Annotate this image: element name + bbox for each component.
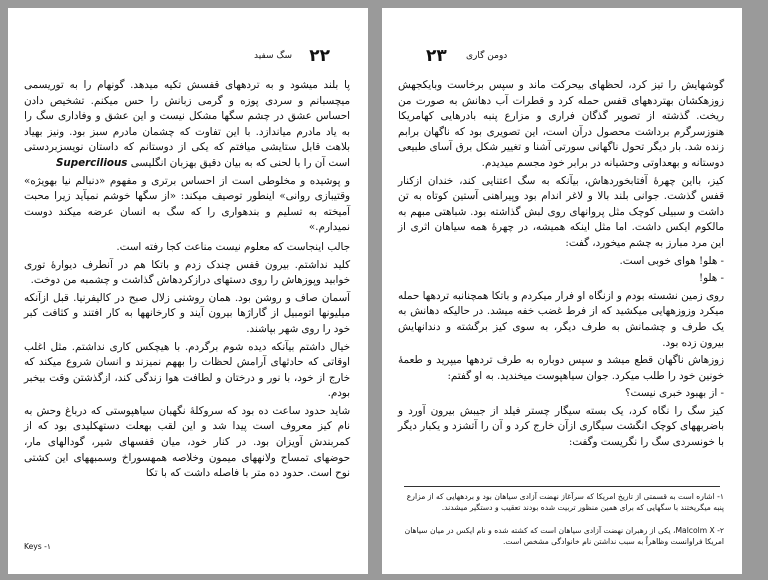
right-footnote-1: ۱- اشاره است به قسمتی از تاریخ امریکا که سرآغاز نهضت آزادی سیاهان بود و بردههایی که از مزارع پنبه میگریختند با سگهایی که برای همین منظور تربیت شده بودند تعقیب و دستگیر میشدند. [406, 492, 724, 512]
left-page-header [22, 46, 354, 68]
left-paragraph-2: و پوشیده و مخلوطی است از احساس برتری و مفهوم «دنبالم نیا بهویژه» وقتیبازی روانی» اینطور توصیف میکند: «از سگها خوشم نمیآید زیرا محبت آمیخته به تسلیم و بندهواری را که سگ به انسان عرضه میکند دوست نمیدارم.» [24, 174, 350, 234]
left-paragraph-3: جالب اینجاست که معلوم نیست مناعت کجا رفته است. [116, 240, 350, 253]
left-paragraph-5: آسمان صاف و روشن بود. همان روشنی زلال صبح در کالیفرنیا. قبل ازآنکه میلیونها اتومبیل از گاراژها بیرون آیند و کارخانهها به کار افتند و کثافت کبر خود را روی شهر بپاشند. [24, 291, 350, 335]
left-running-title: سگ سفید [254, 51, 292, 61]
left-paragraph-4: کلید نداشتم. بیرون قفس چندک زدم و باتکا هم در آنطرف دیوارهٔ توری خوابید وپوزهاش را روی دستهای درازکردهاش گذاشت و چشمبه من دوخت. [24, 258, 350, 287]
latin-word: Supercilious [56, 156, 128, 169]
right-paragraph-1: گوشهایش را تیز کرد، لحظهای بیحرکت ماند و سپس برخاست وبایکجهش زوزهکشان بهتردههای قفس حمله کرد و قطرات آب دهانش به صورت من ریخت. گذشته از تصویر گذگان فراری و مزارع پنبه بادرهایی کهامریکا هنوزسرگرم برداشت محصول درآن است، این تصویری بود که ناگهان برابم زنده شد. بار دیگر تحول ناگهانی سورتی آشنا و تغییر شکل برق آسای طبیعی دوستانه و بهعداوتی وحشیانه در برابر خود مجسم میدیدم. [398, 79, 724, 169]
right-page [382, 8, 742, 574]
footnote-divider [404, 486, 720, 487]
left-page-body [24, 78, 350, 484]
right-footnote-2: ۲- Malcolm X، یکی از رهبران نهضت آزادی سیاهان است که کشته شده و نام ایکس در میان سیاهان امریکا فراوانست وظاهراً به سبب نداشتن نام خانوادگی مشخص است. [404, 526, 724, 546]
left-footnote: Keys -۱ [24, 541, 51, 551]
right-running-title: دومن گاری [466, 51, 508, 61]
left-page-number: ۲۲ [309, 46, 330, 66]
left-paragraph-1: پا بلند میشود و به تردههای قفسش تکیه میدهد. گونهام را به توریسمی میچسبانم و سردی پوزه و گرمی زبانش را حس میکنم. تشخیص دادن احساس عشق در چشم سگها مشکل نیست و این عشق و وفاداری سگ را به یاد مادرم میاندازد. با این تفاوت که چشمان مادرم سبز بود. ونیز بهیاد بلاهت قابل ستایشی میافتم که یکی از دوستانم که داستان نویسزبردستی است آن را با لحنی که به بیان دقیق بهزبان انگلیسی Supercilious [24, 79, 350, 169]
right-page-number: ۲۳ [426, 46, 447, 66]
right-paragraph-5: روی زمین نشسته بودم و ازنگاه او فرار میکردم و باتکا همچنانبه تردهها حمله میکرد وزوزههایی میکشید که از فرط غضب خفه میشد. در حالیکه دهانش به یک طرف و چشمانش به طرف دیگر، به سوی کیز برگشته و دندانهایش بیرون زده بود. [398, 289, 724, 349]
right-paragraph-7: - از بهبود خبری نیست؟ [625, 387, 724, 400]
right-paragraph-2: کیز، بااین چهرهٔ آفتابخوردهاش، بیآنکه به سگ اعتنایی کند، خندان ازکنار قفس گذشت. جوانی بلند بالا و لاغر اندام بود وپیراهنی آستین کوتاه به تن داشت و سبیلی کوچک مثل پروانهای روی لبش گذاشته بود. شباهتی مبهم به مالکوم ایکس داشت. اما مثل اینکه همیشه، در چهرهٔ همه سیاهان اثری از این مرد مبارز به چشم میخورد، گفت: [398, 174, 724, 249]
left-page [8, 8, 368, 574]
right-paragraph-8: کیز سگ را نگاه کرد، یک بسته سیگار چستر فیلد از جیبش بیرون آورد و باضربههای کوچک انگشت سیگاری ازآن خارج کرد و آن را آتشزد و یکبار دیگر با خونسردی سگ را نگریست وگفت: [398, 404, 724, 449]
left-paragraph-6: خیال داشتم بیآنکه دیده شوم برگردم. با هیچکس کاری نداشتم. مثل اغلب اوقاتی که حادثهای آرامش لحظات را بههم نمیزند و انسان شروع میکند که خارج از خود، با نور و درختان و لطافت هوا زندگی کند، ازگذشتن وقت بیخبر بودم. [24, 340, 350, 400]
right-paragraph-4: - هلو! [698, 272, 724, 285]
left-paragraph-7: شاید حدود ساعت ده بود که سروکلهٔ نگهبان سیاهپوستی که درباغ وحش به نام کیز معروف است پیدا شد و این لقب بهعلت دستهکلیدی بود که از کمربندش آویزان بود. در کنار خود، میان قفسهای شیر، گودالهای مار، حوضهای تمساح ولانههای میمون وخلاصه همهسوراخ وسمبههای این کشتی نوح است. حدود ده متر با فاصله داشت که با تکا [24, 404, 350, 480]
right-page-body [398, 78, 724, 453]
right-paragraph-6: زوزهاش ناگهان قطع میشد و سپس دوباره به طرف تردهها میپرید و طعمهٔ خونین خود را طلب میکرد. جوان سیاهپوست میخندید. به او گفتم: [398, 354, 724, 382]
right-paragraph-3: - هلو! هوای خوبی است. [619, 254, 724, 267]
right-page-header [396, 46, 728, 68]
